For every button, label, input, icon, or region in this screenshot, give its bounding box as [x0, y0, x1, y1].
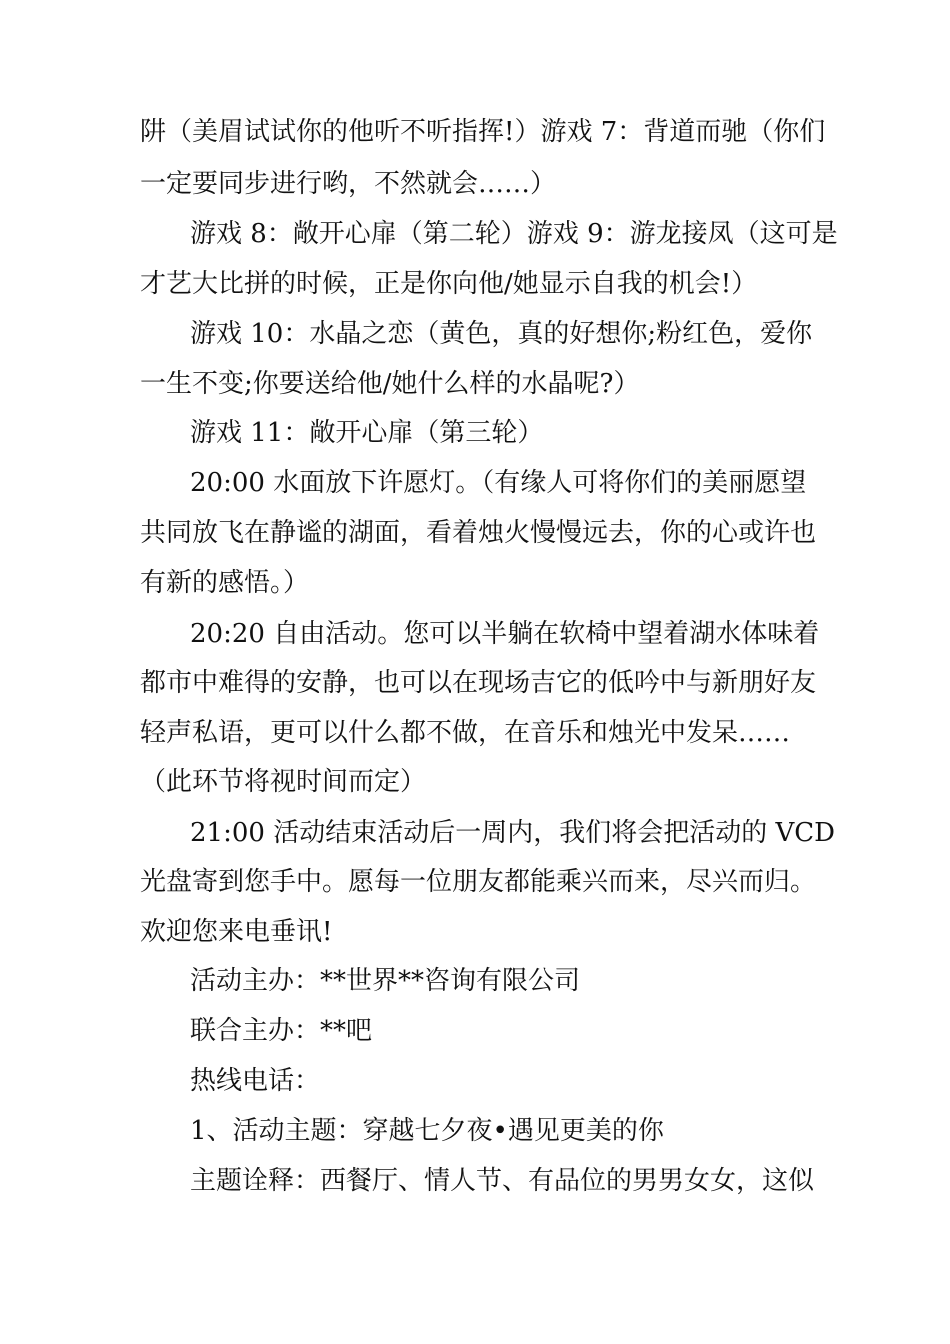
body-text-line: 共同放飞在静谧的湖面，看着烛火慢慢远去，你的心或许也 — [140, 518, 817, 548]
body-text-line: 1、活动主题：穿越七夕夜•遇见更美的你 — [190, 1116, 664, 1146]
body-text-line: 20:00 水面放下许愿灯。（有缘人可将你们的美丽愿望 — [190, 468, 807, 498]
body-text-line: 主题诠释：西餐厅、情人节、有品位的男男女女，这似 — [190, 1166, 815, 1196]
body-text-line: 阱（美眉试试你的他听不听指挥!）游戏 7：背道而驰（你们 — [140, 117, 826, 147]
body-text-line: 光盘寄到您手中。愿每一位朋友都能乘兴而来，尽兴而归。 — [140, 867, 817, 897]
body-text-line: 21:00 活动结束活动后一周内，我们将会把活动的 VCD — [190, 818, 835, 848]
body-text-line: 一定要同步进行哟，不然就会……） — [140, 169, 557, 199]
body-text-line: 游戏 8：敞开心扉（第二轮）游戏 9：游龙接凤（这可是 — [190, 219, 838, 249]
body-text-line: （此环节将视时间而定） — [140, 767, 427, 797]
body-text-line: 热线电话： — [190, 1066, 321, 1096]
body-text-line: 游戏 10：水晶之恋（黄色，真的好想你;粉红色，爱你 — [190, 319, 813, 349]
body-text-line: 游戏 11：敞开心扉（第三轮） — [190, 418, 544, 448]
body-text-line: 都市中难得的安静，也可以在现场吉它的低吟中与新朋好友 — [140, 668, 817, 698]
body-text-line: 一生不变;你要送给他/她什么样的水晶呢?） — [140, 369, 640, 399]
body-text-line: 轻声私语，更可以什么都不做，在音乐和烛光中发呆…… — [140, 718, 791, 748]
body-text-line: 才艺大比拼的时候，正是你向他/她显示自我的机会!） — [140, 269, 758, 299]
body-text-line: 20:20 自由活动。您可以半躺在软椅中望着湖水体味着 — [190, 619, 820, 649]
body-text-line: 有新的感悟。） — [140, 568, 310, 598]
body-text-line: 欢迎您来电垂讯! — [140, 917, 333, 947]
body-text-line: 活动主办：**世界**咨询有限公司 — [190, 966, 581, 996]
body-text-line: 联合主办：**吧 — [190, 1016, 373, 1046]
